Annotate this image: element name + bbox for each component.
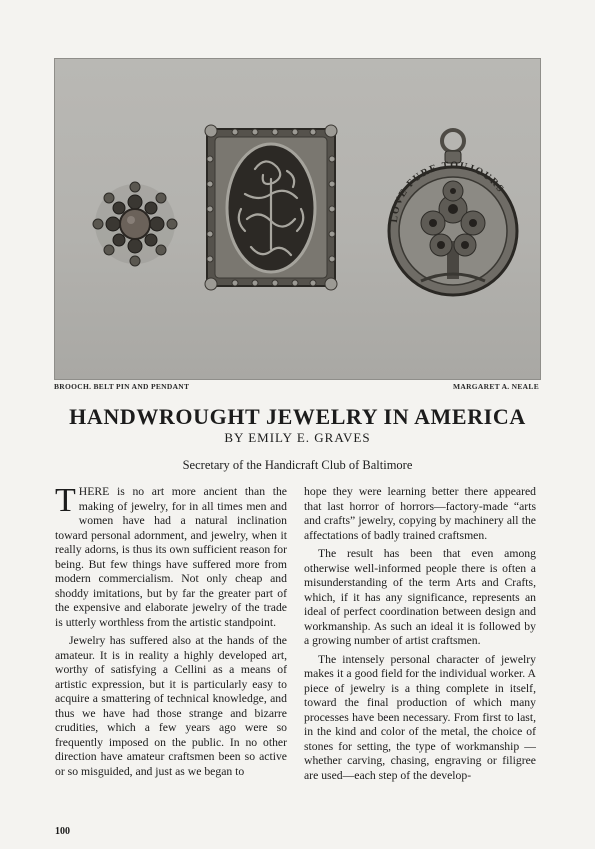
belt-pin-image bbox=[205, 125, 337, 290]
author-affiliation: Secretary of the Handicraft Club of Baltimore bbox=[182, 458, 413, 472]
article-byline: BY EMILY E. GRAVES bbox=[224, 430, 371, 445]
paragraph-text: HERE is no art more ancient than the making of jewelry, for in all times men and women have had a natural inclination toward personal adornment, and jewelry, when it really adorns, is thus its own sufficient reason for being. But few things have suffered more from modern commercialism. Not only cheap and shoddy imitations, but by far the greater part of the expensive and elaborate jewelry of the trade is utterly worthless from the artistic standpoint. bbox=[55, 485, 287, 629]
pendant-image bbox=[389, 130, 517, 295]
photo-credit: MARGARET A. NEALE bbox=[452, 382, 539, 391]
article-title: HANDWROUGHT JEWELRY IN AMERICA bbox=[69, 404, 526, 429]
photo-caption: BROOCH. BELT PIN AND PENDANT bbox=[54, 382, 190, 391]
article-paragraph: Jewelry has suffered also at the hands of the amateur. It is in reality a highly developed art, worthy of satisfying a Cellini as a means of artistic expression, but it is particularly easy to acquire a smattering of technical knowledge, and thus we have had those strange and bizarre crudities, which a few years ago were so frequently imposed on the public. In no other direction have amateur craftsmen been so active or so misguided, and just as we began to bbox=[55, 634, 287, 778]
article-column-left bbox=[55, 482, 287, 783]
brooch-image bbox=[93, 182, 177, 266]
article-paragraph bbox=[55, 482, 287, 630]
page-number: 100 bbox=[55, 826, 70, 837]
pendant-inscription: LOVE FURE TOUJOURS bbox=[388, 160, 507, 224]
drop-cap: T bbox=[55, 482, 76, 519]
article-column-right bbox=[304, 485, 536, 787]
article-paragraph: The result has been that even among otherwise well-informed people there is often a misunderstanding of the term Arts and Crafts, which, if it has any significance, represents an ideal of perfect coordination between design and workmanship. As such an ideal it is followed by a growing number of artist craftsmen. bbox=[304, 547, 536, 647]
jewelry-photograph bbox=[54, 58, 541, 380]
article-paragraph: The intensely personal character of jewelry makes it a good field for the individual worker. A piece of jewelry is a thing complete in itself, toward the final production of which many processes have been necessary. From first to last, in the kind and color of the metal, the choice of stones for setting, the type of workmanship —whether carving, chasing, engraving or filigree are used—each step of the develop- bbox=[304, 652, 536, 782]
jewelry-photo-image bbox=[55, 59, 540, 379]
article-paragraph: hope they were learning better there appeared that last horror of horrors—factory-made “arts and crafts” jewelry, copying by machinery all the affectations of badly trained craftsmen. bbox=[304, 485, 536, 542]
